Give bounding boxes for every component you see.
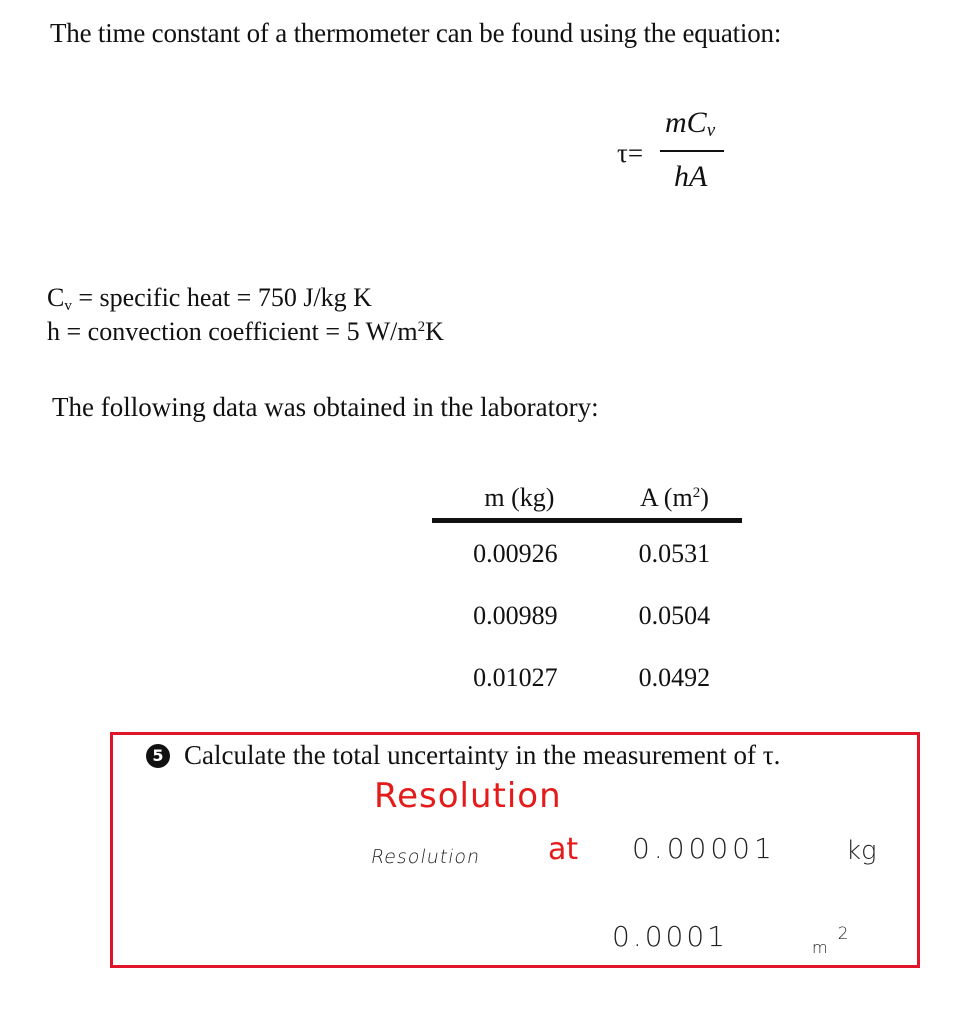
fraction-bar xyxy=(660,150,724,152)
equation-tau: τ= xyxy=(617,138,644,168)
area-column-header xyxy=(607,478,742,521)
question-number-badge: 5 xyxy=(146,744,170,768)
lab-intro-text: The following data was obtained in the laboratory: xyxy=(52,392,599,422)
area-unit-base: m xyxy=(812,938,828,957)
handwritten-heading: Resolution xyxy=(374,776,562,816)
table-row xyxy=(432,521,742,586)
area-header-end: ) xyxy=(700,483,709,512)
handwritten-at: at xyxy=(548,832,579,867)
intro-text: The time constant of a thermometer can be found using the equation: xyxy=(50,18,782,48)
area-cell: 0.0492 xyxy=(638,663,711,692)
mass-column-header: m (kg) xyxy=(432,478,607,521)
equation-denominator: hA xyxy=(674,160,708,193)
table-row xyxy=(432,647,742,709)
equation-numerator-sub: v xyxy=(706,120,716,141)
area-unit-sup: 2 xyxy=(837,924,849,944)
h-text: h = convection coefficient = 5 W/m xyxy=(47,317,418,346)
h-superscript: 2 xyxy=(417,319,426,335)
question-text: Calculate the total uncertainty in the measurement of τ. xyxy=(184,740,781,770)
mass-cell: 0.01027 xyxy=(473,663,558,692)
table-row xyxy=(432,585,742,647)
equation-numerator xyxy=(665,106,715,142)
question-5 xyxy=(146,740,780,771)
area-header-base: A (m xyxy=(639,483,693,512)
handwritten-mass-resolution: 0.00001 xyxy=(632,832,776,865)
cv-subscript: v xyxy=(64,298,72,314)
h-text-unit: K xyxy=(425,317,444,346)
cv-symbol: C xyxy=(47,283,65,312)
convection-coefficient-line xyxy=(47,317,444,347)
cv-text: = specific heat = 750 J/kg K xyxy=(71,283,372,312)
area-header-sup: 2 xyxy=(692,485,701,501)
handwritten-resolution-label: Resolution xyxy=(369,846,483,868)
area-cell: 0.0504 xyxy=(638,601,711,630)
mass-cell: 0.00926 xyxy=(473,539,558,568)
mass-cell: 0.00989 xyxy=(473,601,558,630)
specific-heat-line xyxy=(47,283,372,315)
equation-numerator-main: mC xyxy=(665,106,707,139)
handwritten-mass-unit: kg xyxy=(846,836,877,866)
area-cell: 0.0531 xyxy=(638,539,711,568)
table-header-row xyxy=(432,478,742,521)
handwritten-area-unit xyxy=(812,924,848,957)
lab-data-table xyxy=(432,478,742,709)
handwritten-area-resolution: 0.0001 xyxy=(612,920,728,953)
